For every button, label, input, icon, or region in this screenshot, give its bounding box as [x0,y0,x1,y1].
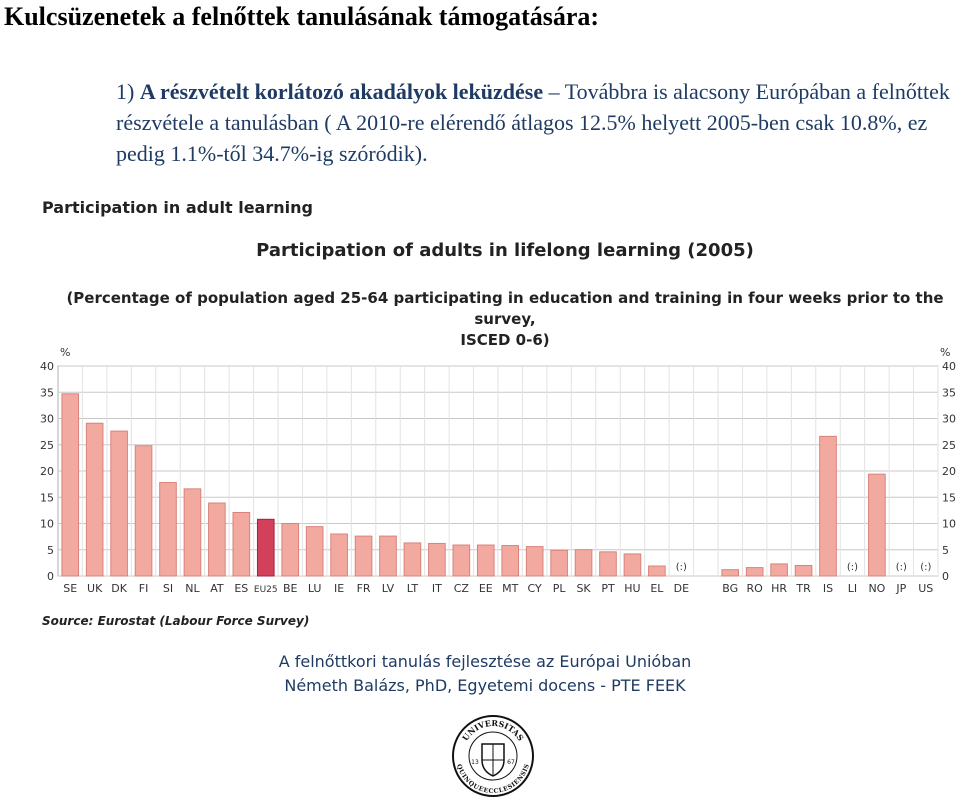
x-tick-label-IS: IS [822,582,834,595]
x-tick-label-LV: LV [381,582,395,595]
slide-heading: Kulcsüzenetek a felnőttek tanulásának támogatására: [4,2,600,31]
x-tick-label-PL: PL [552,582,566,595]
seal-text-bottom: QUINQUEECCLESIENSIS [455,763,531,796]
y-tick-label-right: 15 [942,491,956,505]
x-tick-label-DE: DE [673,582,690,595]
x-tick-label-EL: EL [650,582,664,595]
not-available-label: (:) [846,562,859,573]
x-tick-label-FR: FR [356,582,371,595]
x-tick-label-EE: EE [478,582,493,595]
x-tick-label-PT: PT [601,582,615,595]
x-tick-label-NL: NL [185,582,200,595]
bar-ES [233,512,250,576]
footer-line1: A felnőttkori tanulás fejlesztése az Európai Unióban [278,652,692,671]
x-tick-label-DK: DK [111,582,127,595]
x-tick-label-CY: CY [527,582,542,595]
x-tick-label-LT: LT [406,582,419,595]
footer-line2: Németh Balázs, PhD, Egyetemi docens - PTE FEEK [284,676,686,695]
x-tick-label-EU25: EU25 [253,585,278,595]
x-tick-label-IE: IE [334,582,345,595]
not-available-label: (:) [675,562,687,573]
y-tick-label-right: 40 [942,360,956,373]
y-tick-label-left: 30 [40,412,54,426]
bar-SK [575,550,592,576]
chart-source: Source: Eurostat (Labour Force Survey) [42,614,310,628]
bar-BG [722,570,739,576]
seal-text-top: UNIVERSITAS [459,717,527,743]
y-tick-label-left: 25 [40,438,54,452]
x-tick-label-SK: SK [576,582,591,595]
not-available-label: (:) [920,562,932,573]
bar-SI [160,483,177,576]
slide-footer [0,650,960,698]
bar-NL [184,489,201,576]
bar-TR [795,566,812,577]
y-tick-label-right: 5 [942,543,949,557]
bar-EL [649,566,666,576]
x-tick-label-UK: UK [87,582,103,595]
key-message-paragraph [42,76,954,169]
y-tick-label-left: 0 [47,570,54,583]
y-axis-unit-left: % [60,346,71,359]
x-tick-label-ES: ES [234,582,249,595]
x-tick-label-HR: HR [771,582,788,595]
bar-NO [869,474,886,576]
x-tick-label-TR: TR [796,582,811,595]
university-seal-icon [451,714,535,798]
y-tick-label-right: 20 [942,465,956,478]
x-tick-label-JP: JP [896,582,907,595]
bar-BE [282,524,299,577]
x-tick-label-SI: SI [162,582,174,595]
seal-year-left: 13 [471,759,479,766]
bar-RO [746,568,763,576]
y-axis-unit-right: % [940,346,951,359]
bar-HR [771,564,788,576]
y-tick-label-left: 20 [40,465,54,478]
y-tick-label-left: 5 [47,543,54,557]
chart-subtitle-line2: ISCED 0-6) [460,331,550,349]
x-tick-label-HU: HU [624,582,641,595]
x-tick-label-SE: SE [63,582,78,595]
not-available-label: (:) [895,562,907,573]
bar-MT [502,546,519,576]
bar-LV [380,536,397,576]
bar-IT [429,543,446,576]
chart-subtitle-line1: (Percentage of population aged 25-64 participating in education and training in four weeks prior to the survey, [66,289,944,328]
paragraph-dash: – [543,79,565,104]
bar-LU [306,527,323,576]
bar-highlight-EU25 [257,519,274,576]
y-tick-label-right: 30 [942,412,956,426]
paragraph-bold-lead: A részvételt korlátozó akadályok leküzdése [139,79,544,104]
bar-chart [0,340,960,610]
bar-IE [331,534,348,576]
bar-FI [135,446,152,576]
bar-EE [477,545,494,576]
bar-CY [526,547,543,576]
x-tick-label-NO: NO [868,582,886,595]
bar-FR [355,536,372,576]
bar-UK [86,423,103,576]
paragraph-rest: Továbbra is alacsony Európában a felnőttek részvétele a tanulásban ( A 2010-re elérendő átlagos 12.5% helyett 2005-ben csak 10.8%, ez pedig 1.1%-től 34.7%-ig szóródik). [116,79,950,166]
bar-HU [624,554,641,576]
y-tick-label-left: 15 [40,491,54,505]
x-tick-label-US: US [918,582,934,595]
y-tick-label-right: 0 [942,570,949,583]
x-tick-label-LI: LI [847,582,858,595]
x-tick-label-LU: LU [307,582,322,595]
x-tick-label-BG: BG [722,582,739,595]
y-tick-label-left: 40 [40,360,54,373]
chart-title: Participation of adults in lifelong learning (2005) [256,240,754,261]
x-tick-label-IT: IT [431,582,442,595]
x-tick-label-RO: RO [746,582,763,595]
y-tick-label-right: 35 [942,386,956,400]
bar-PL [551,550,568,576]
bar-LT [404,543,421,576]
chart-supertitle: Participation in adult learning [42,198,313,217]
y-tick-label-right: 10 [942,517,956,531]
bar-AT [209,503,226,576]
y-tick-label-left: 35 [40,386,54,400]
y-tick-label-left: 10 [40,517,54,531]
seal-year-right: 67 [507,759,515,766]
bar-PT [600,552,617,576]
paragraph-number: 1) [116,79,135,104]
x-tick-label-AT: AT [210,582,224,595]
bar-CZ [453,545,470,576]
x-tick-label-BE: BE [282,582,298,595]
x-tick-label-CZ: CZ [453,582,469,595]
y-tick-label-right: 25 [942,438,956,452]
x-tick-label-FI: FI [138,582,149,595]
bar-IS [820,436,837,576]
bar-SE [62,394,79,576]
x-tick-label-MT: MT [502,582,519,595]
bar-DK [111,431,128,576]
